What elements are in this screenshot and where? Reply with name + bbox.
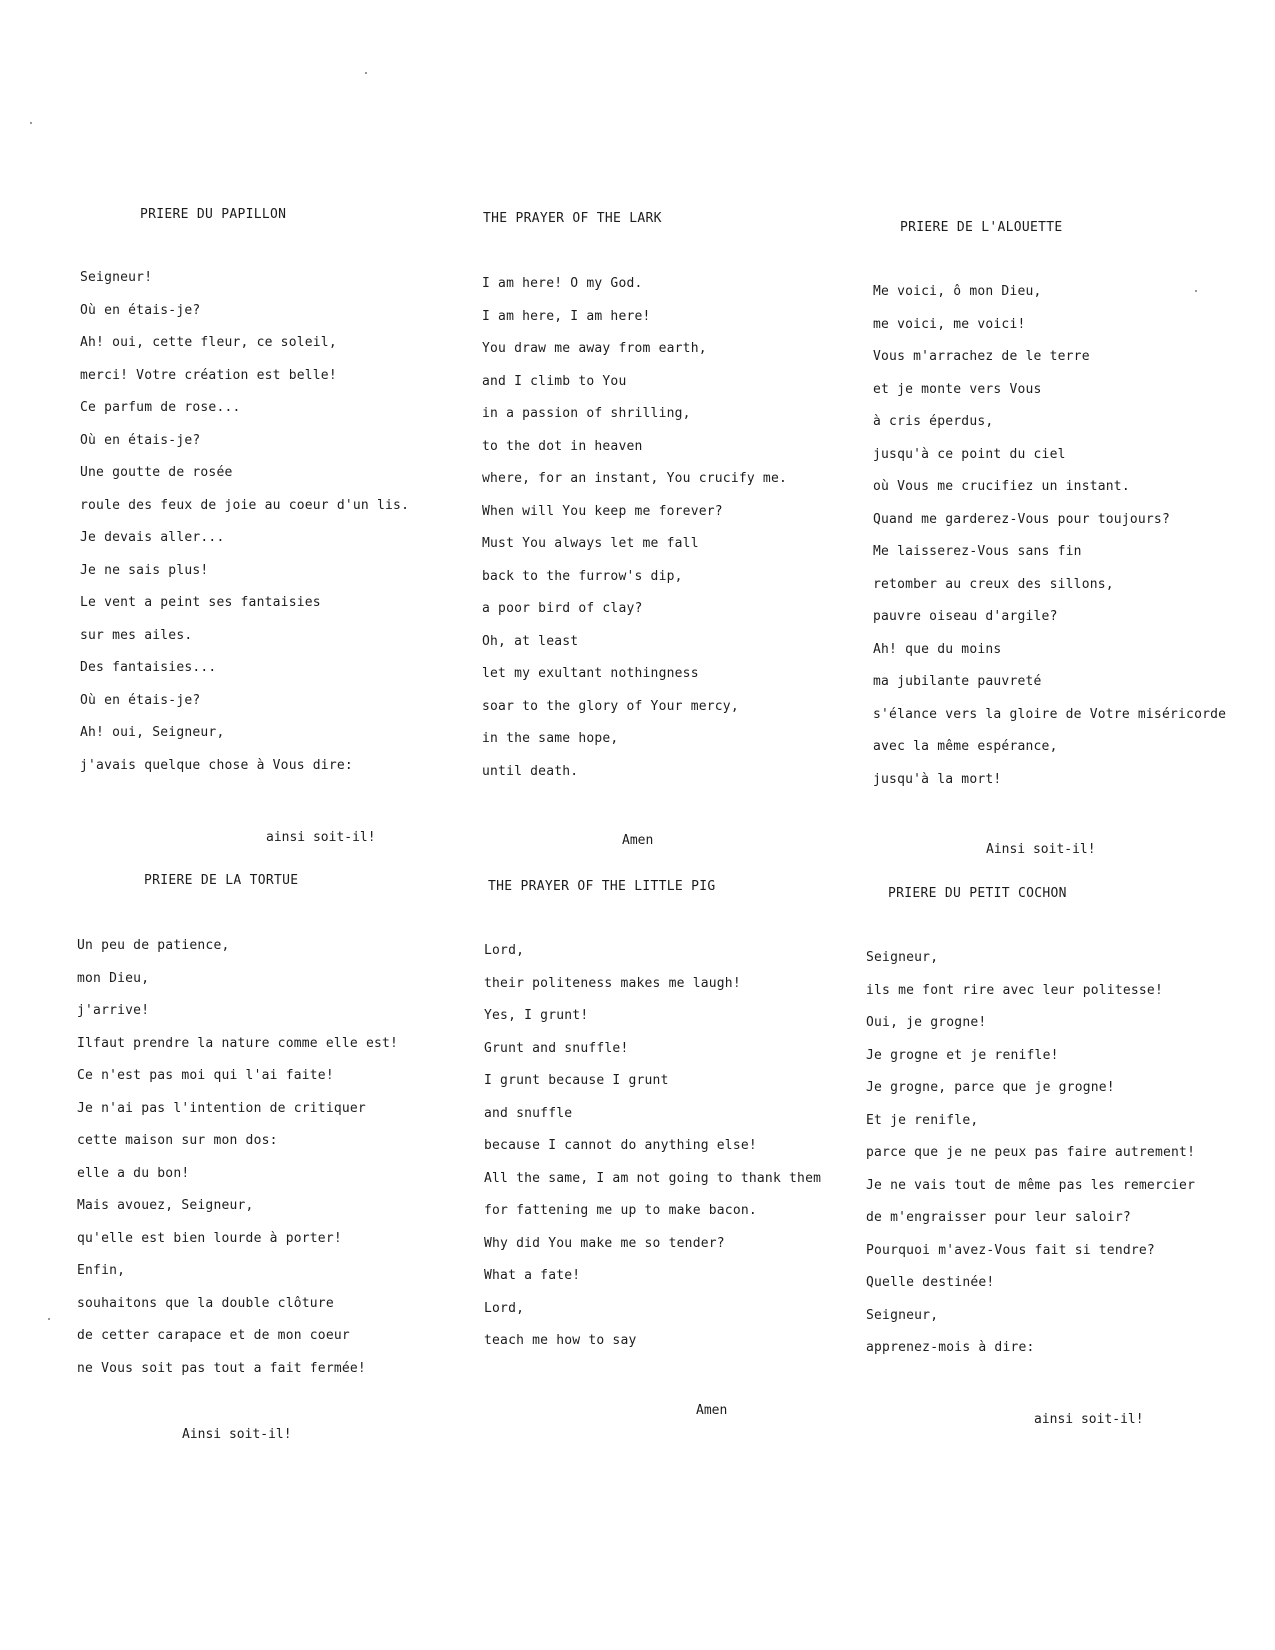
poem-line: Des fantaisies... <box>80 660 217 675</box>
poem-closing: Amen <box>696 1403 728 1418</box>
poem-closing: ainsi soit-il! <box>266 830 376 845</box>
poem-lines <box>77 930 398 1385</box>
poem-line: Mais avouez, Seigneur, <box>77 1198 254 1213</box>
poem-lines <box>873 276 1226 796</box>
poem-line: Why did You make me so tender? <box>484 1235 725 1251</box>
poem-line: avec la même espérance, <box>873 739 1058 754</box>
poem-line: Ah! oui, cette fleur, ce soleil, <box>80 335 337 350</box>
poem-line: in the same hope, <box>482 731 619 746</box>
poem-line: teach me how to say <box>484 1333 637 1348</box>
poem-line: I am here, I am here! <box>482 308 651 324</box>
poem-line: Où en étais-je? <box>80 432 201 448</box>
poem-closing: Ainsi soit-il! <box>182 1427 292 1442</box>
poem-line: soar to the glory of Your mercy, <box>482 698 739 714</box>
poem-line: Je grogne, parce que je grogne! <box>866 1080 1115 1095</box>
scan-speck <box>1195 290 1197 292</box>
poem-line: in a passion of shrilling, <box>482 406 691 421</box>
poem-line: until death. <box>482 763 579 779</box>
poem-line: Où en étais-je? <box>80 302 201 318</box>
poem-line: their politeness makes me laugh! <box>484 975 741 991</box>
poem-line: Je n'ai pas l'intention de critiquer <box>77 1100 366 1116</box>
poem-line: Me laisserez-Vous sans fin <box>873 544 1082 559</box>
poem-line: Must You always let me fall <box>482 536 699 551</box>
poem-line: Pourquoi m'avez-Vous fait si tendre? <box>866 1242 1155 1258</box>
scan-speck <box>365 72 367 74</box>
poem-title: PRIERE DU PETIT COCHON <box>888 886 1067 901</box>
poem-line: à cris éperdus, <box>873 414 994 429</box>
poem-lines <box>484 935 821 1358</box>
poem-line: for fattening me up to make bacon. <box>484 1203 757 1218</box>
poem-line: Oh, at least <box>482 633 579 649</box>
poem-line: sur mes ailes. <box>80 627 193 643</box>
poem-title: PRIERE DE L'ALOUETTE <box>900 220 1063 235</box>
poem-line: Lord, <box>484 1300 525 1316</box>
poem-line: ils me font rire avec leur politesse! <box>866 982 1163 998</box>
poem-line: and I climb to You <box>482 373 627 389</box>
poem-line: Lord, <box>484 943 525 958</box>
poem-title: PRIERE DU PAPILLON <box>140 207 287 222</box>
poem-line: Le vent a peint ses fantaisies <box>80 595 321 610</box>
poem-title: PRIERE DE LA TORTUE <box>144 873 299 888</box>
poem-line: Je ne vais tout de même pas les remercier <box>866 1177 1196 1193</box>
poem-line: Ilfaut prendre la nature comme elle est! <box>77 1035 399 1051</box>
poem-line: Ce parfum de rose... <box>80 400 241 415</box>
poem-line: back to the furrow's dip, <box>482 568 683 584</box>
poem-line: Où en étais-je? <box>80 692 201 708</box>
poem-line: Une goutte de rosée <box>80 465 233 480</box>
poem-line: mon Dieu, <box>77 970 150 986</box>
poem-line: roule des feux de joie au coeur d'un lis. <box>80 497 410 513</box>
poem-line: cette maison sur mon dos: <box>77 1133 278 1148</box>
poem-title: THE PRAYER OF THE LARK <box>483 211 662 226</box>
poem-lines <box>866 942 1195 1365</box>
poem-line: elle a du bon! <box>77 1165 190 1181</box>
poem-line: ne Vous soit pas tout a fait fermée! <box>77 1360 366 1376</box>
scan-speck <box>30 122 32 124</box>
poem-lines <box>482 268 787 788</box>
poem-closing: ainsi soit-il! <box>1034 1412 1144 1427</box>
poem-line: Et je renifle, <box>866 1112 979 1128</box>
poem-line: All the same, I am not going to thank them <box>484 1170 822 1186</box>
poem-lines <box>80 262 409 782</box>
poem-closing: Ainsi soit-il! <box>986 842 1096 857</box>
scan-speck <box>48 1318 50 1320</box>
poem-line: retomber au creux des sillons, <box>873 576 1114 592</box>
poem-line: Ce n'est pas moi qui l'ai faite! <box>77 1068 334 1083</box>
poem-line: apprenez-mois à dire: <box>866 1340 1035 1355</box>
poem-line: Quelle destinée! <box>866 1275 995 1290</box>
poem-line: jusqu'à ce point du ciel <box>873 446 1066 462</box>
poem-line: de m'engraisser pour leur saloir? <box>866 1210 1131 1225</box>
poem-line: Je grogne et je renifle! <box>866 1047 1059 1063</box>
poem-line: Ah! oui, Seigneur, <box>80 725 225 740</box>
poem-line: Grunt and snuffle! <box>484 1040 629 1056</box>
poem-line: Je ne sais plus! <box>80 562 209 578</box>
poem-line: When will You keep me forever? <box>482 503 723 519</box>
poem-line: Yes, I grunt! <box>484 1008 589 1023</box>
poem-line: Seigneur, <box>866 1307 939 1323</box>
poem-closing: Amen <box>622 833 654 848</box>
poem-line: Ah! que du moins <box>873 641 1002 657</box>
poem-line: a poor bird of clay? <box>482 601 643 616</box>
poem-line: Vous m'arrachez de le terre <box>873 349 1090 364</box>
poem-line: pauvre oiseau d'argile? <box>873 609 1058 624</box>
poem-line: Seigneur, <box>866 950 939 965</box>
poem-line: de cetter carapace et de mon coeur <box>77 1328 350 1343</box>
poem-line: s'élance vers la gloire de Votre miséricorde <box>873 706 1227 722</box>
poem-line: I grunt because I grunt <box>484 1073 669 1088</box>
poem-line: What a fate! <box>484 1268 581 1283</box>
poem-line: parce que je ne peux pas faire autrement! <box>866 1145 1196 1160</box>
poem-title: THE PRAYER OF THE LITTLE PIG <box>488 879 716 894</box>
poem-line: jusqu'à la mort! <box>873 771 1002 787</box>
poem-line: where, for an instant, You crucify me. <box>482 471 788 486</box>
poem-line: let my exultant nothingness <box>482 666 699 681</box>
poem-line: et je monte vers Vous <box>873 381 1042 397</box>
poem-line: because I cannot do anything else! <box>484 1138 757 1153</box>
poem-line: I am here! O my God. <box>482 276 643 291</box>
poem-line: où Vous me crucifiez un instant. <box>873 479 1130 494</box>
poem-line: j'arrive! <box>77 1003 150 1018</box>
poem-line: Oui, je grogne! <box>866 1015 987 1030</box>
poem-line: Seigneur! <box>80 270 153 285</box>
poem-line: ma jubilante pauvreté <box>873 674 1042 689</box>
poem-line: souhaitons que la double clôture <box>77 1295 334 1311</box>
poem-line: to the dot in heaven <box>482 438 643 454</box>
poem-line: Quand me garderez-Vous pour toujours? <box>873 511 1170 527</box>
poem-line: qu'elle est bien lourde à porter! <box>77 1230 342 1246</box>
poem-line: You draw me away from earth, <box>482 341 707 356</box>
poem-line: j'avais quelque chose à Vous dire: <box>80 757 353 773</box>
poem-line: merci! Votre création est belle! <box>80 367 337 383</box>
poem-line: Me voici, ô mon Dieu, <box>873 284 1042 299</box>
poem-line: and snuffle <box>484 1105 573 1121</box>
poem-line: Je devais aller... <box>80 530 225 545</box>
poem-line: me voici, me voici! <box>873 316 1026 332</box>
poem-line: Enfin, <box>77 1263 126 1278</box>
poem-line: Un peu de patience, <box>77 938 230 953</box>
